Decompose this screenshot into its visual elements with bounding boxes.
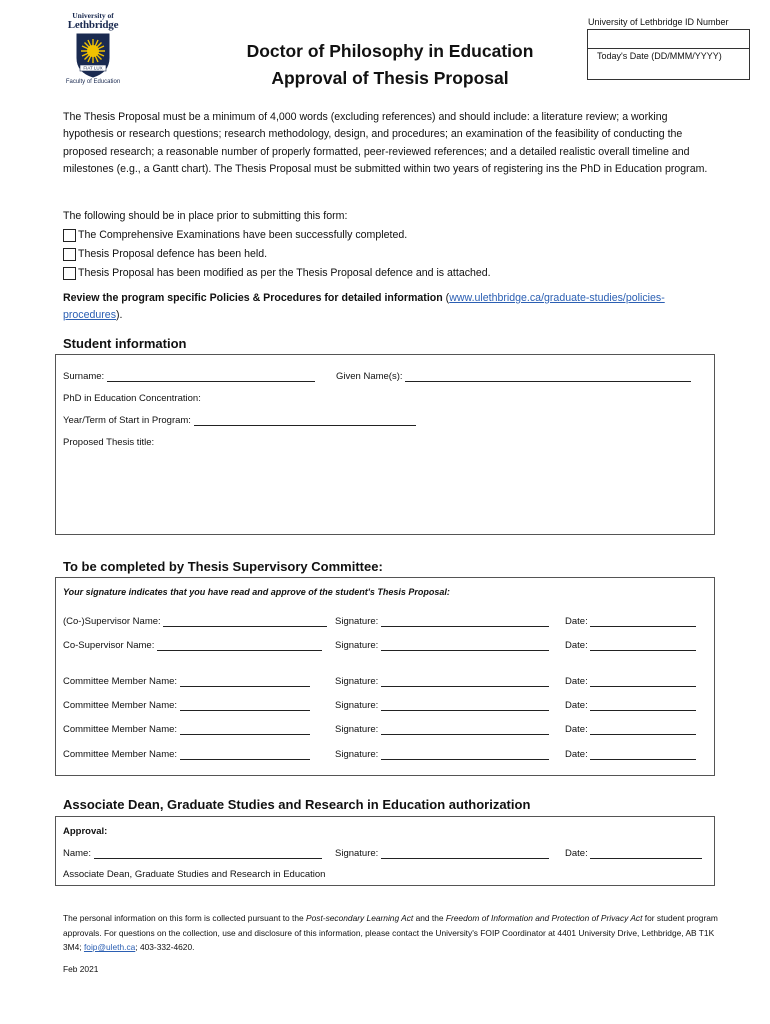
prerequisite-item — [63, 245, 711, 264]
intro-paragraph: The Thesis Proposal must be a minimum of 4,000 words (excluding references) and should include: a literature review; a working hypothesis or research questions; research methodology, design, and procedures; an examination of the feasibility of conducting the proposed research; a reasonable number of properly formatted, peer-reviewed references; and a detailed realistic overall timeline and milestones (e.g., a Gantt chart). The Thesis Proposal must be submitted within two years of registering ins the PhD in Education program. — [63, 111, 708, 176]
privacy-notice — [63, 911, 723, 955]
logo-lethbridge: Lethbridge — [67, 19, 119, 31]
foip-email-link[interactable]: foip@uleth.ca — [83, 942, 136, 952]
privacy-text-1: The personal information on this form is collected pursuant to the — [63, 913, 304, 923]
foip-phone: ; 403-332-4620. — [135, 942, 195, 952]
committee-row — [63, 640, 322, 651]
concentration-label: PhD in Education Concentration: — [63, 393, 201, 404]
given-name-row — [336, 371, 691, 382]
given-name-field[interactable] — [405, 373, 691, 382]
committee-date — [565, 676, 696, 687]
committee-row — [63, 676, 310, 687]
prerequisites — [63, 207, 711, 283]
surname-row — [63, 371, 315, 382]
signature-field[interactable] — [381, 726, 549, 735]
dean-name-row — [63, 848, 322, 859]
date-field[interactable] — [590, 726, 696, 735]
committee-row — [63, 700, 310, 711]
prerequisite-label: Thesis Proposal defence has been held. — [78, 248, 268, 260]
signature-label: Signature: — [335, 700, 379, 711]
date-field[interactable] — [590, 618, 696, 627]
committee-box — [55, 577, 715, 776]
dean-date-field[interactable] — [590, 850, 702, 859]
committee-signature — [335, 640, 549, 651]
committee-date — [565, 616, 696, 627]
committee-row — [63, 724, 310, 735]
dean-name-label: Name: — [63, 848, 91, 859]
signature-field[interactable] — [381, 618, 549, 627]
committee-name-label: Committee Member Name: — [63, 700, 178, 711]
logo-faculty: Faculty of Education — [65, 79, 121, 85]
committee-member-name-field[interactable] — [180, 678, 310, 687]
committee-date — [565, 700, 696, 711]
crest-ribbon: FIAT LUX — [83, 65, 103, 71]
committee-member-name-field[interactable] — [180, 726, 310, 735]
committee-signature — [335, 676, 549, 687]
policies-notice: Review the program specific Policies & Procedures for detailed information (www.ulethbridge.ca/graduate-studies/policies-procedures). — [63, 292, 665, 322]
todays-date-label: Today's Date (DD/MMM/YYYY) — [597, 51, 722, 61]
prerequisite-item — [63, 226, 711, 245]
dean-date — [565, 848, 702, 859]
title-line-1: Doctor of Philosophy in Education — [246, 41, 534, 61]
student-section-title: Student information — [63, 336, 187, 351]
id-number-field[interactable] — [587, 29, 750, 49]
committee-signature — [335, 724, 549, 735]
date-field[interactable] — [590, 678, 696, 687]
date-field[interactable] — [590, 642, 696, 651]
crest-icon — [74, 32, 112, 78]
signature-field[interactable] — [381, 678, 549, 687]
prerequisite-label: Thesis Proposal has been modified as per the Thesis Proposal defence and is attached. — [78, 267, 491, 279]
committee-row — [63, 616, 327, 627]
dean-section-title: Associate Dean, Graduate Studies and Research in Education authorization — [63, 797, 531, 812]
date-label: Date: — [565, 724, 588, 735]
committee-name-label: Committee Member Name: — [63, 676, 178, 687]
policies-notice-text: Review the program specific Policies & Procedures for detailed information — [63, 292, 443, 304]
signature-label: Signature: — [335, 724, 379, 735]
term-row — [63, 415, 416, 426]
signature-field[interactable] — [381, 751, 549, 760]
date-label: Date: — [565, 848, 588, 859]
date-label: Date: — [565, 700, 588, 711]
committee-row — [63, 749, 310, 760]
signature-label: Signature: — [335, 640, 379, 651]
signature-field[interactable] — [381, 702, 549, 711]
committee-signature — [335, 616, 549, 627]
date-field[interactable] — [590, 751, 696, 760]
committee-member-name-field[interactable] — [180, 702, 310, 711]
committee-date — [565, 724, 696, 735]
date-label: Date: — [565, 749, 588, 760]
policies-link[interactable]: www.ulethbridge.ca/graduate-studies/policies-procedures — [63, 292, 665, 322]
committee-name-label: Committee Member Name: — [63, 749, 178, 760]
dean-box — [55, 816, 715, 886]
term-label: Year/Term of Start in Program: — [63, 415, 191, 426]
co-supervisor-name-field[interactable] — [163, 618, 327, 627]
committee-member-name-field[interactable] — [180, 751, 310, 760]
committee-signature — [335, 700, 549, 711]
proposal-modified-checkbox[interactable] — [63, 267, 76, 280]
committee-section-title: To be completed by Thesis Supervisory Committee: — [63, 559, 383, 574]
policies-link-suffix: ). — [116, 309, 123, 322]
thesis-title-row — [63, 437, 154, 448]
date-label: Date: — [565, 616, 588, 627]
dean-role: Associate Dean, Graduate Studies and Research in Education — [63, 869, 326, 880]
committee-instruction: Your signature indicates that you have read and approve of the student's Thesis Proposal: — [63, 587, 450, 597]
student-info-box — [55, 354, 715, 535]
comprehensive-exams-checkbox[interactable] — [63, 229, 76, 242]
committee-date — [565, 749, 696, 760]
committee-name-label: Co-Supervisor Name: — [63, 640, 155, 651]
signature-label: Signature: — [335, 616, 379, 627]
signature-label: Signature: — [335, 676, 379, 687]
dean-signature — [335, 848, 549, 859]
privacy-act-1: Post-secondary Learning Act — [306, 913, 414, 923]
title-line-2: Approval of Thesis Proposal — [271, 68, 509, 88]
surname-field[interactable] — [107, 373, 315, 382]
committee-name-label: Committee Member Name: — [63, 724, 178, 735]
document-title — [200, 38, 580, 92]
thesis-title-label: Proposed Thesis title: — [63, 437, 155, 448]
logo-university-of: University of — [72, 11, 114, 20]
defence-held-checkbox[interactable] — [63, 248, 76, 261]
surname-label: Surname: — [63, 371, 105, 382]
signature-label: Signature: — [335, 749, 379, 760]
signature-label: Signature: — [335, 848, 379, 859]
prerequisite-item — [63, 264, 711, 283]
date-field[interactable] — [590, 702, 696, 711]
date-label: Date: — [565, 676, 588, 687]
term-field[interactable] — [194, 417, 416, 426]
university-logo — [62, 12, 124, 94]
privacy-text-3: for student program approvals. For questions on the collection, use and disclosure of this information, please contact the University's FOIP Coordinator at 4401 University Drive, Lethbridge, AB T1K 3M4; — [63, 913, 718, 952]
date-label: Date: — [565, 640, 588, 651]
id-number-label: University of Lethbridge ID Number — [588, 17, 729, 27]
committee-signature — [335, 749, 549, 760]
committee-date — [565, 640, 696, 651]
committee-name-label: (Co-)Supervisor Name: — [63, 616, 161, 627]
prerequisite-label: The Comprehensive Examinations have been successfully completed. — [78, 229, 408, 241]
dean-name-field[interactable] — [94, 850, 322, 859]
prerequisites-heading: The following should be in place prior to submitting this form: — [63, 210, 348, 222]
privacy-act-2: Freedom of Information and Protection of Privacy Act — [445, 913, 643, 923]
signature-field[interactable] — [381, 642, 549, 651]
revision-date: Feb 2021 — [63, 964, 99, 974]
given-name-label: Given Name(s): — [336, 371, 403, 382]
approval-label: Approval: — [63, 826, 108, 837]
co-supervisor-name-field[interactable] — [157, 642, 322, 651]
concentration-row — [63, 393, 201, 404]
dean-signature-field[interactable] — [381, 850, 549, 859]
privacy-text-2: and the — [415, 913, 444, 923]
